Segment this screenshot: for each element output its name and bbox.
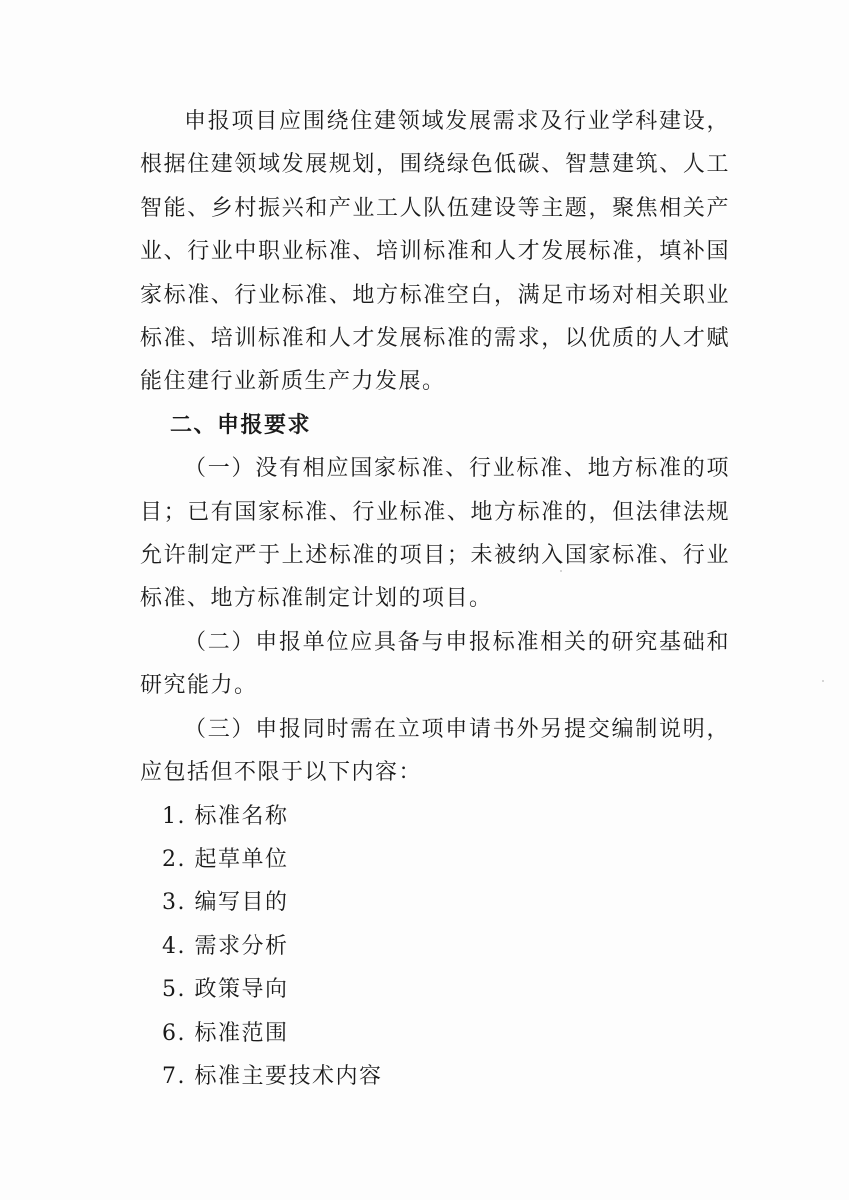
requirement-1: （一）没有相应国家标准、行业标准、地方标准的项目；已有国家标准、行业标准、地方标准的，但法律法规允许制定严于上述标准的项目；未被纳入国家标准、行业标准、地方标准制定计划的项目。	[140, 456, 730, 612]
intro-paragraph: 申报项目应围绕住建领域发展需求及行业学科建设，根据住建领域发展规划，围绕绿色低碳、智慧建筑、人工智能、乡村振兴和产业工人队伍建设等主题，聚焦相关产业、行业中职业标准、培训标准和人才发展标准，填补国家标准、行业标准、地方标准空白，满足市场对相关职业标准、培训标准和人才发展标准的需求，以优质的人才赋能住建行业新质生产力发展。	[140, 109, 730, 395]
list-item-7: 7. 标准主要技术内容	[162, 1063, 383, 1089]
scan-speck	[822, 680, 824, 682]
list-item-3: 3. 编写目的	[162, 890, 289, 916]
document-body	[140, 100, 730, 1098]
list-item-5: 5. 政策导向	[162, 977, 289, 1003]
section-heading: 二、申报要求	[170, 412, 312, 438]
list-item-2: 2. 起草单位	[162, 846, 289, 872]
requirement-3: （三）申报同时需在立项申请书外另提交编制说明，应包括但不限于以下内容：	[140, 716, 730, 786]
requirement-2: （二）申报单位应具备与申报标准相关的研究基础和研究能力。	[140, 629, 730, 699]
list-item-6: 6. 标准范围	[162, 1020, 289, 1046]
scan-speck	[560, 570, 562, 572]
list-item-4: 4. 需求分析	[162, 933, 289, 959]
list-item-1: 1. 标准名称	[162, 803, 289, 829]
